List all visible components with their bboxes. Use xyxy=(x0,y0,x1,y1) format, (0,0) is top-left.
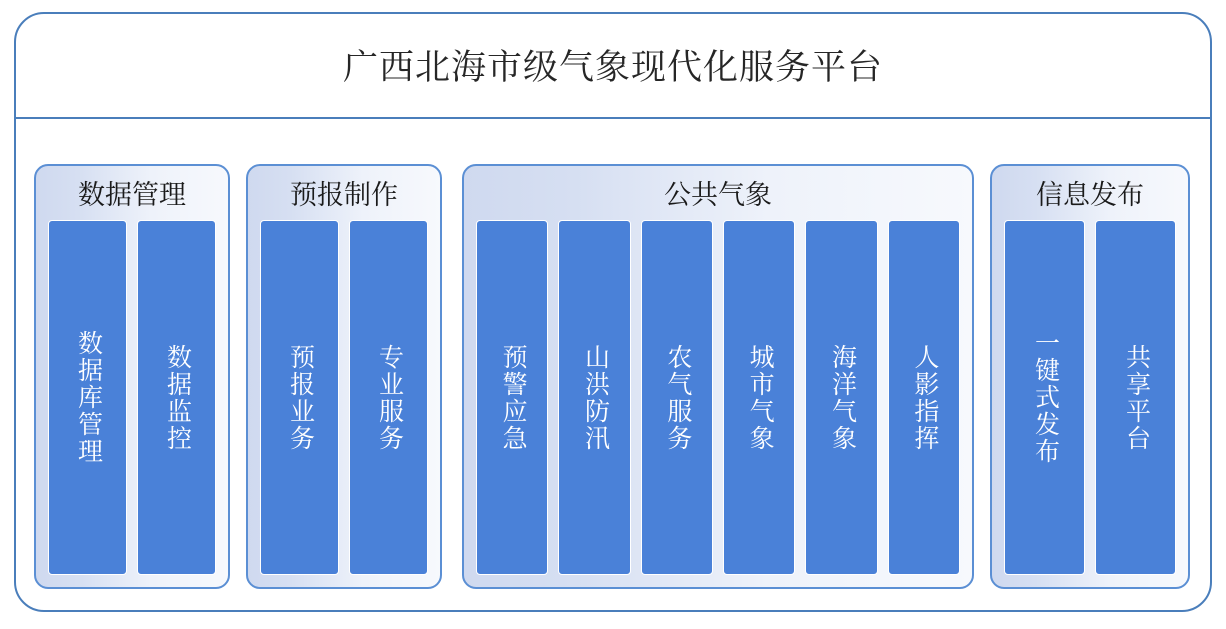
module-groups-row xyxy=(14,119,1212,612)
module-item-label: 预警应急 xyxy=(499,343,527,452)
module-item-one-click-release[interactable] xyxy=(1004,220,1085,575)
module-item-label: 预报业务 xyxy=(286,343,314,452)
module-item-urban-meteorology[interactable] xyxy=(723,220,795,575)
group-title-data-management: 数据管理 xyxy=(78,179,186,210)
module-item-sharing-platform[interactable] xyxy=(1095,220,1176,575)
module-item-label: 人影指挥 xyxy=(910,343,938,452)
module-item-agro-meteorology-service[interactable] xyxy=(641,220,713,575)
module-group-data-management[interactable] xyxy=(34,164,230,589)
group-items-information-release xyxy=(1004,220,1176,575)
group-items-forecast-production xyxy=(260,220,428,575)
module-item-label: 专业服务 xyxy=(375,343,403,452)
module-item-database-management[interactable] xyxy=(48,220,127,575)
module-item-label: 数据库管理 xyxy=(74,330,102,465)
module-item-label: 一键式发布 xyxy=(1031,330,1059,465)
module-item-label: 共享平台 xyxy=(1122,343,1150,452)
module-item-marine-meteorology[interactable] xyxy=(805,220,877,575)
module-item-label: 农气服务 xyxy=(663,343,691,452)
module-item-forecast-operations[interactable] xyxy=(260,220,339,575)
group-title-public-meteorology: 公共气象 xyxy=(664,179,772,210)
module-item-label: 城市气象 xyxy=(746,343,774,452)
page-title: 广西北海市级气象现代化服务平台 xyxy=(342,47,883,87)
module-group-forecast-production[interactable] xyxy=(246,164,442,589)
group-items-public-meteorology xyxy=(476,220,960,575)
module-item-warning-emergency[interactable] xyxy=(476,220,548,575)
module-group-public-meteorology[interactable] xyxy=(462,164,974,589)
group-title-information-release: 信息发布 xyxy=(1036,179,1144,210)
group-items-data-management xyxy=(48,220,216,575)
module-item-flood-control[interactable] xyxy=(558,220,630,575)
module-item-professional-service[interactable] xyxy=(349,220,428,575)
platform-title-band xyxy=(14,12,1212,119)
module-group-information-release[interactable] xyxy=(990,164,1190,589)
module-item-label: 数据监控 xyxy=(163,343,191,452)
module-item-label: 海洋气象 xyxy=(828,343,856,452)
module-item-label: 山洪防汛 xyxy=(581,343,609,452)
module-item-data-monitoring[interactable] xyxy=(137,220,216,575)
module-item-weather-modification-command[interactable] xyxy=(888,220,960,575)
group-title-forecast-production: 预报制作 xyxy=(290,179,398,210)
